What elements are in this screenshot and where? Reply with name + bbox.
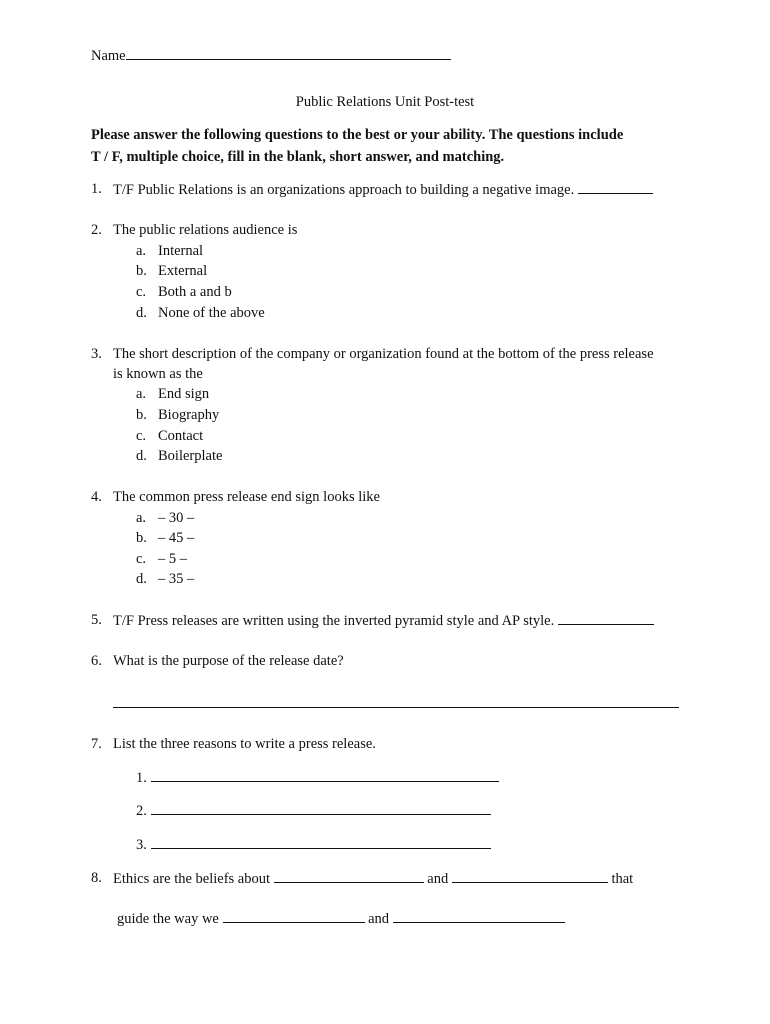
question-7-text: List the three reasons to write a press release. [113, 736, 376, 752]
question-3-option-letter: b. [136, 407, 147, 423]
question-8-line-1 [113, 870, 633, 888]
question-2-number: 2. [91, 222, 102, 238]
question-7-item-blank[interactable] [151, 802, 491, 815]
question-4-option: – 35 – [158, 571, 195, 587]
question-4-option: – 45 – [158, 530, 195, 546]
question-4-option: – 30 – [158, 510, 195, 526]
name-line [91, 47, 451, 65]
question-8-blank-1[interactable] [274, 870, 424, 883]
question-3-option: Boilerplate [158, 448, 223, 464]
question-8-blank-4[interactable] [393, 910, 565, 923]
question-4-text: The common press release end sign looks like [113, 489, 380, 505]
question-2-text: The public relations audience is [113, 222, 298, 238]
question-3-text-line-2: is known as the [113, 366, 203, 382]
question-8-text-that: that [611, 871, 634, 887]
page-title: Public Relations Unit Post-test [295, 94, 475, 110]
question-1-text: T/F Public Relations is an organizations approach to building a negative image. [113, 182, 575, 198]
question-2-option: None of the above [158, 305, 265, 321]
question-2-option: Both a and b [158, 284, 232, 300]
question-2-option-letter: b. [136, 263, 147, 279]
name-label: Name [91, 48, 126, 64]
question-8-text-guide: guide the way we [117, 911, 219, 927]
question-4-option-letter: d. [136, 571, 147, 587]
question-4-option-letter: c. [136, 551, 147, 567]
question-3-text-line-1: The short description of the company or organization found at the bottom of the press release [113, 346, 654, 362]
question-2-option-letter: d. [136, 305, 147, 321]
question-4-option-letter: a. [136, 510, 147, 526]
question-5 [113, 612, 654, 630]
question-3-option-letter: c. [136, 428, 147, 444]
instructions-line-2: T / F, multiple choice, fill in the blank, short answer, and matching. [91, 149, 505, 165]
question-4-option: – 5 – [158, 551, 187, 567]
question-7-item-number: 2. [136, 803, 147, 819]
question-3-option-letter: d. [136, 448, 147, 464]
question-2-option: External [158, 263, 208, 279]
question-8-line-2 [117, 910, 565, 928]
question-6-text: What is the purpose of the release date? [113, 653, 344, 669]
question-7-item-1 [136, 769, 499, 787]
question-5-text: T/F Press releases are written using the inverted pyramid style and AP style. [113, 613, 555, 629]
question-3-option: End sign [158, 386, 210, 402]
question-3-number: 3. [91, 346, 102, 362]
instructions-line-1: Please answer the following questions to the best or your ability. The questions include [91, 127, 624, 143]
question-4-number: 4. [91, 489, 102, 505]
question-7-item-2 [136, 802, 491, 820]
question-8-text-a: Ethics are the beliefs about [113, 871, 271, 887]
question-2-option-letter: c. [136, 284, 147, 300]
question-8-blank-3[interactable] [223, 910, 365, 923]
question-2-option-letter: a. [136, 243, 147, 259]
question-7-item-number: 3. [136, 837, 147, 853]
question-5-number: 5. [91, 612, 102, 628]
question-7-item-3 [136, 836, 491, 854]
question-3-option: Biography [158, 407, 220, 423]
question-5-answer-blank[interactable] [558, 612, 654, 625]
question-2-option: Internal [158, 243, 204, 259]
question-8-number: 8. [91, 870, 102, 886]
question-1-number: 1. [91, 181, 102, 197]
question-4-option-letter: b. [136, 530, 147, 546]
question-3-option-letter: a. [136, 386, 147, 402]
name-blank[interactable] [126, 47, 451, 60]
question-8-text-and: and [427, 871, 449, 887]
question-1 [113, 181, 653, 199]
question-6-answer-line[interactable] [113, 707, 679, 708]
question-1-answer-blank[interactable] [578, 181, 653, 194]
question-7-item-blank[interactable] [151, 836, 491, 849]
question-3-option: Contact [158, 428, 204, 444]
question-8-blank-2[interactable] [452, 870, 608, 883]
question-7-item-number: 1. [136, 770, 147, 786]
question-7-item-blank[interactable] [151, 769, 499, 782]
question-7-number: 7. [91, 736, 102, 752]
question-8-text-and-2: and [368, 911, 390, 927]
question-6-number: 6. [91, 653, 102, 669]
